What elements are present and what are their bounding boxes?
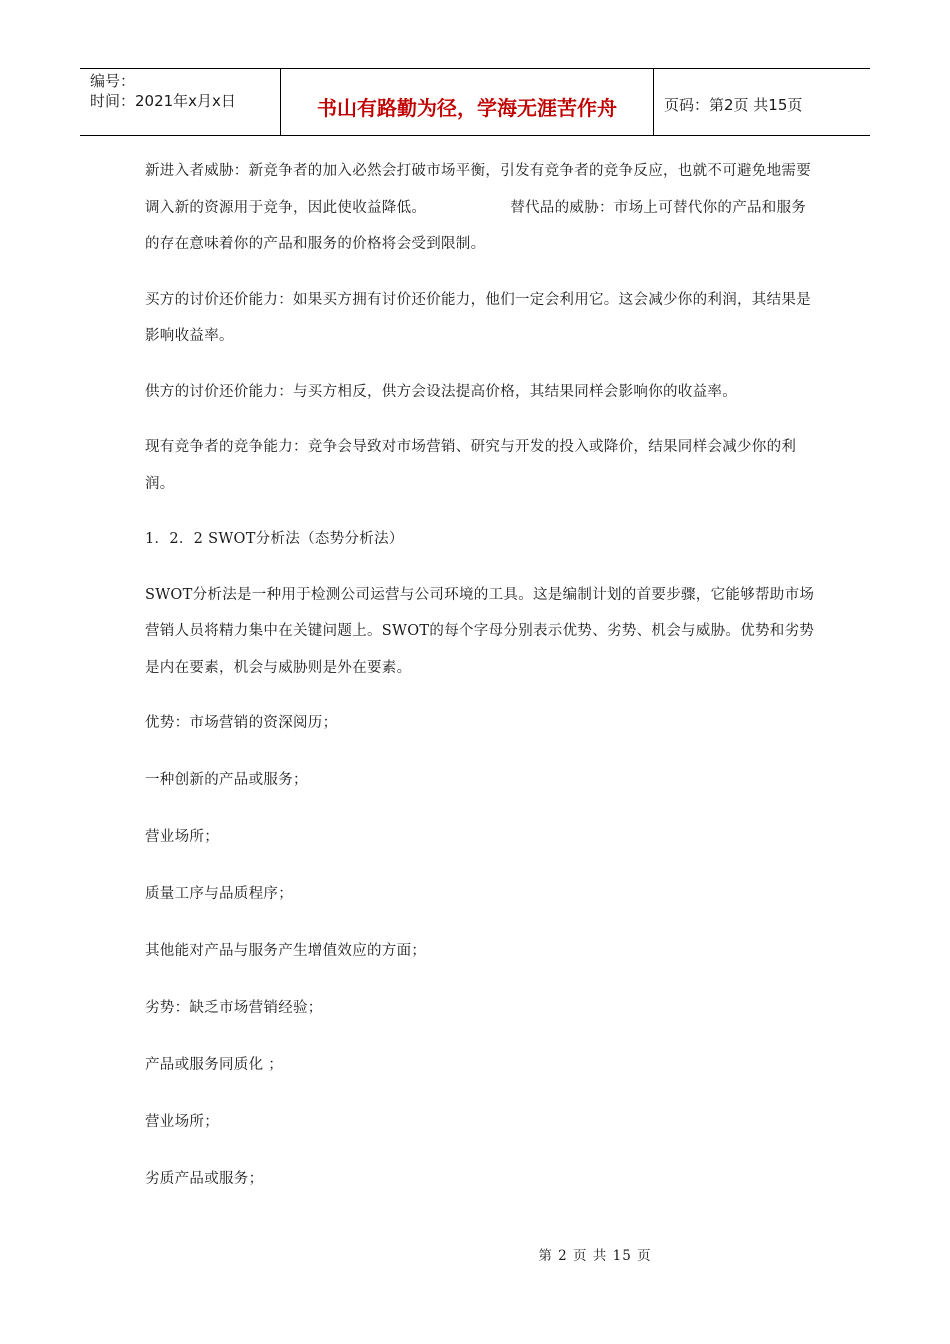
list-item: 质量工序与品质程序； — [145, 886, 293, 902]
paragraph-text: 新进入者威胁：新竞争者的加入必然会打破市场平衡，引发有竞争者的竞争反应，也就不可避免地需要调入新的资源用于竞争，因此使收益降低。 — [145, 163, 811, 216]
paragraph-competitor-power: 现有竞争者的竞争能力：竞争会导致对市场营销、研究与开发的投入或降价，结果同样会减少你的利润。 — [145, 439, 797, 492]
header-meta — [80, 69, 281, 135]
paragraph-supplier-power: 供方的讨价还价能力：与买方相反，供方会设法提高价格，其结果同样会影响你的收益率。 — [145, 383, 737, 400]
list-item: 营业场所； — [145, 829, 219, 845]
document-date: 时间：2021年x月x日 — [90, 92, 236, 110]
header-motto: 书山有路勤为径，学海无涯苦作舟 — [281, 69, 654, 135]
paragraph-swot-intro: SWOT分析法是一种用于检测公司运营与公司环境的工具。这是编制计划的首要步骤，它能够帮助市场营销人员将精力集中在关键问题上。SWOT的每个字母分别表示优势、劣势、机会与威胁。优势和劣势是内在要素，机会与威胁则是外在要素。 — [145, 586, 815, 676]
page-footer: 第 2 页 共 15 页 — [538, 1248, 652, 1264]
list-item: 优势：市场营销的资深阅历； — [145, 715, 338, 731]
list-item: 劣势：缺乏市场营销经验； — [145, 1000, 323, 1016]
section-heading-swot: 1．2．2 SWOT分析法（态势分析法） — [145, 531, 404, 547]
document-number: 编号： — [90, 72, 136, 90]
paragraph-text: 替代品的威胁：市场上可替代你的产品和服务的存在意味着你的产品和服务的价格将会受到限制。 — [145, 199, 807, 252]
list-item: 营业场所； — [145, 1114, 219, 1130]
list-item: 劣质产品或服务； — [145, 1171, 264, 1187]
list-item: 产品或服务同质化 ； — [145, 1057, 284, 1073]
paragraph-new-entrants — [145, 153, 815, 263]
document-body — [145, 153, 815, 1218]
paragraph-buyer-power: 买方的讨价还价能力：如果买方拥有讨价还价能力，他们一定会利用它。这会减少你的利润，其结果是影响收益率。 — [145, 291, 811, 344]
header-page-number: 页码：第2页 共15页 — [664, 95, 803, 114]
page-header — [80, 68, 870, 136]
list-item: 一种创新的产品或服务； — [145, 772, 308, 788]
list-item: 其他能对产品与服务产生增值效应的方面； — [145, 943, 427, 959]
